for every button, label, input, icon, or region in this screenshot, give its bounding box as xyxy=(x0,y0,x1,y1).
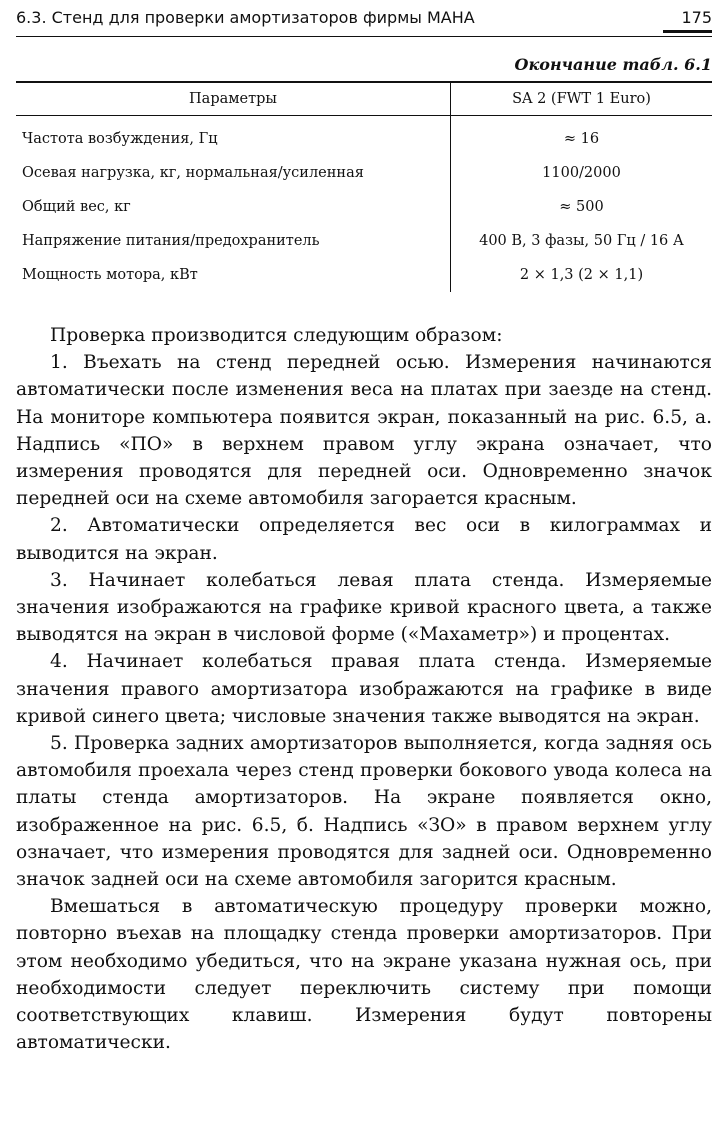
parameters-table xyxy=(16,81,712,292)
param-cell: Частота возбуждения, Гц xyxy=(16,116,451,157)
paragraph-intervention: Вмешаться в автоматическую процедуру проверки можно, повторно въехав на площадку стенда проверки амортизаторов. При этом необходимо убедиться, что на экране указана нужная ось, при необходимости следует переключить систему при помощи соответствующих клавиш. Измерения будут повторены автоматически. xyxy=(16,896,712,1054)
table-row xyxy=(16,224,712,258)
paragraph-step-4: 4. Начинает колебаться правая плата стенда. Измеряемые значения правого амортизатора изображаются на графике в виде кривой синего цвета; числовые значения также выводятся на экран. xyxy=(16,651,712,727)
param-cell: Напряжение питания/предохранитель xyxy=(16,224,451,258)
header-rule xyxy=(16,36,712,37)
value-cell: 1100/2000 xyxy=(542,165,621,181)
body-text xyxy=(16,322,712,1056)
table-header-row xyxy=(16,82,712,116)
paragraph-step-2: 2. Автоматически определяется вес оси в килограммах и выводится на экран. xyxy=(16,515,712,564)
column-header-model: SA 2 (FWT 1 Euro) xyxy=(451,82,713,116)
column-header-parameters: Параметры xyxy=(16,82,451,116)
paragraph-intro: Проверка производится следующим образом: xyxy=(50,325,503,346)
running-head xyxy=(16,8,712,32)
book-page xyxy=(16,8,712,1056)
value-cell: 2 × 1,3 (2 × 1,1) xyxy=(519,267,644,283)
value-cell: ≈ 16 xyxy=(563,131,600,147)
table-row xyxy=(16,190,712,224)
section-title: 6.3. Стенд для проверки амортизаторов фирмы МАНА xyxy=(16,8,475,27)
param-cell: Осевая нагрузка, кг, нормальная/усиленная xyxy=(16,156,451,190)
table-row xyxy=(16,258,712,292)
paragraph-step-1: 1. Въехать на стенд передней осью. Измерения начинаются автоматически после изменения веса на платах при заезде на стенд. На мониторе компьютера появится экран, показанный на рис. 6.5, а. Надпись «ПО» в верхнем правом углу экрана означает, что измерения проводятся для передней оси. Одновременно значок передней оси на схеме автомобиля загорается красным. xyxy=(16,352,712,510)
table-row xyxy=(16,156,712,190)
paragraph-step-5: 5. Проверка задних амортизаторов выполняется, когда задняя ось автомобиля проехала через стенд проверки бокового увода колеса на платы стенда амортизаторов. На экране появляется окно, изображенное на рис. 6.5, б. Надпись «ЗО» в правом верхнем углу означает, что измерения проводятся для задней оси. Одновременно значок задней оси на схеме автомобиля загорится красным. xyxy=(16,733,712,891)
param-cell: Общий вес, кг xyxy=(16,190,451,224)
table-row xyxy=(16,116,712,157)
value-cell: ≈ 500 xyxy=(559,199,604,215)
value-cell: 400 В, 3 фазы, 50 Гц / 16 А xyxy=(479,233,684,249)
param-cell: Мощность мотора, кВт xyxy=(16,258,451,292)
table-caption: Окончание табл. 6.1 xyxy=(514,55,712,74)
page-number: 175 xyxy=(663,8,712,33)
paragraph-step-3: 3. Начинает колебаться левая плата стенда. Измеряемые значения изображаются на графике кривой красного цвета, а также выводятся на экран в числовой форме («Махаметр») и процентах. xyxy=(16,569,712,646)
